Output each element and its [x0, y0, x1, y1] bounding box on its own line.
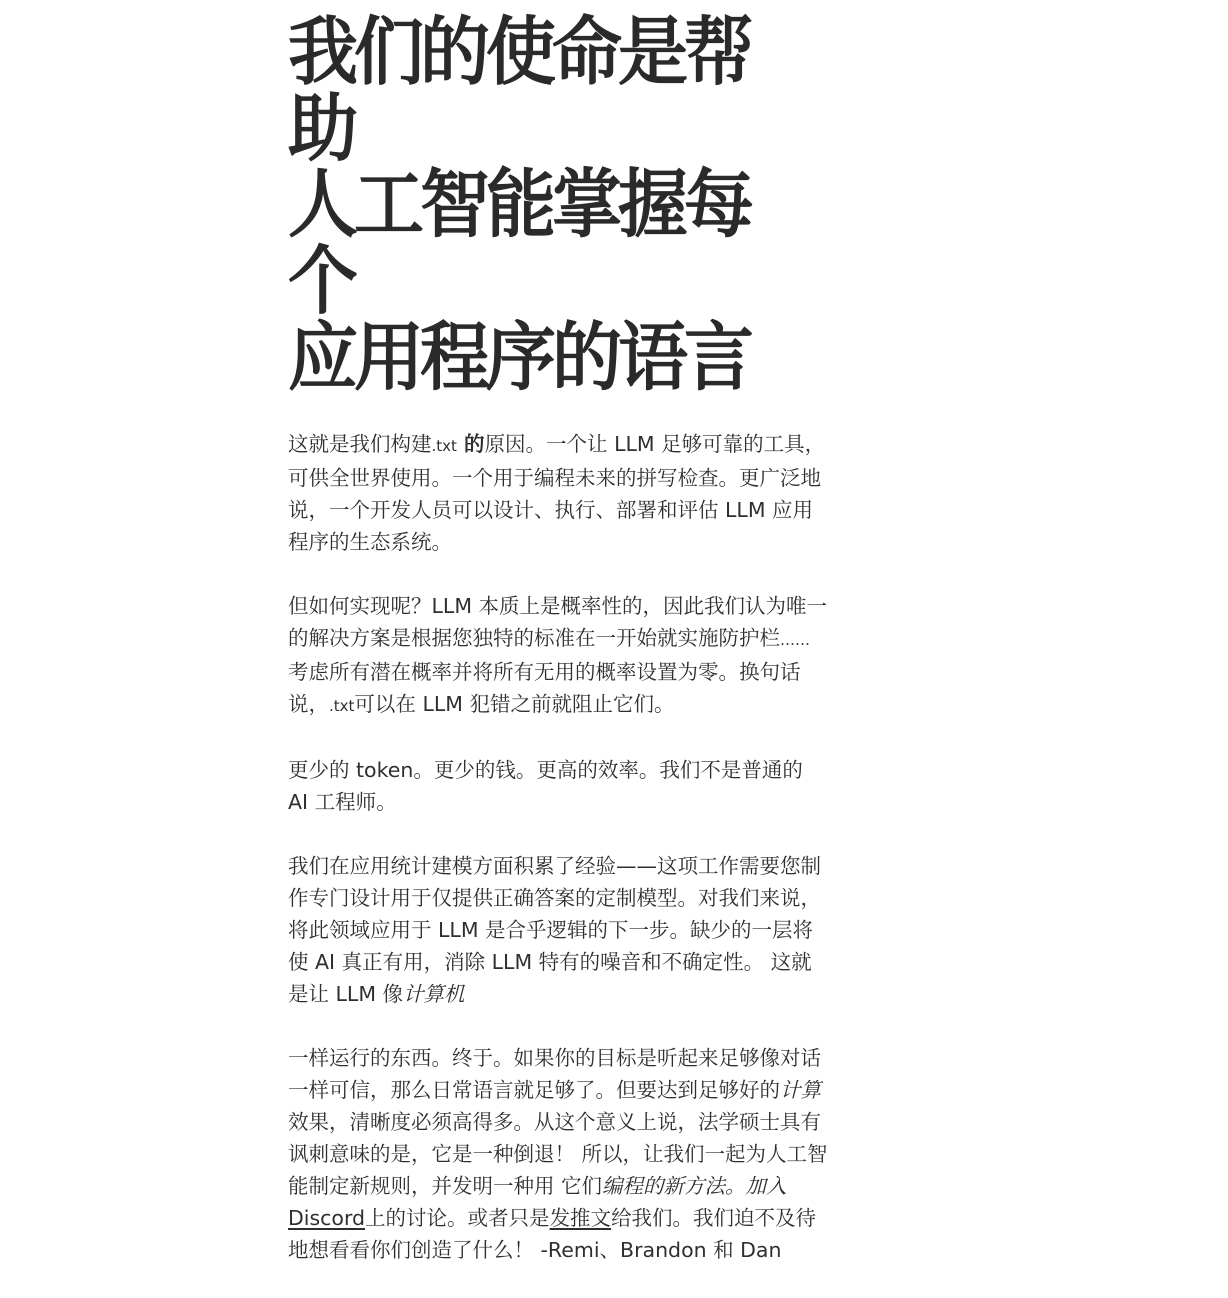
page — [288, 8, 828, 1298]
text: 效果，清晰度必须高得多。从这个意义上说，法学硕士具有讽刺意味的是，它是一种倒退！ 所以，让我们一起为人工智能制定新规则，并发明一种用 它们 — [288, 1110, 828, 1198]
text: 原因。一个让 LLM 足够可靠的工具，可供全世界使用。一个用于编程未来的拼写检查。更广泛地说，一个开发人员可以设计、执行、部署和评估 LLM 应用程序的生态系统。 — [288, 432, 826, 554]
tweet-link[interactable]: 发推文 — [549, 1206, 612, 1230]
paragraph-how — [288, 590, 828, 722]
text: 一样运行的东西。终于。如果你的目标是听起来足够像对话一样可信，那么日常语言就足够了。但要达到足够好的 — [288, 1046, 821, 1102]
text: 给我们。我们迫不及待地想看看你们创造了什么！ -Remi、Brandon 和 Dan — [288, 1206, 817, 1262]
title-line-1: 我们的使命是帮助 — [288, 8, 750, 172]
text-italic: 计算机 — [403, 982, 465, 1006]
paragraph-background — [288, 850, 828, 1010]
ellipsis: …… — [780, 631, 810, 649]
title-line-2: 人工智能掌握每个 — [288, 161, 750, 325]
text: 上的讨论。或者只是 — [365, 1206, 550, 1230]
discord-link[interactable]: Discord — [288, 1206, 366, 1230]
text: 更少的 token。更少的钱。更高的效率。我们不是普通的 AI 工程师。 — [288, 758, 803, 814]
text-italic: 计算 — [780, 1078, 821, 1102]
page-title — [288, 8, 808, 401]
article-body — [288, 428, 828, 1266]
paragraph-closing — [288, 1042, 828, 1266]
brand-name: .txt — [329, 697, 355, 715]
text-bold: 的 — [456, 432, 485, 456]
text: 可以在 LLM 犯错之前就阻止它们。 — [354, 692, 675, 716]
text: 但如何实现呢？LLM 本质上是概率性的，因此我们认为唯一的解决方案是根据您独特的标准在一开始就实施防护栏 — [288, 594, 828, 650]
text-italic: 编程的新方法。加入 — [602, 1174, 787, 1198]
text: 考虑所有潜在概率并将所有无用的概率设置为零。换句话说， — [288, 660, 801, 716]
paragraph-why — [288, 428, 828, 558]
paragraph-efficiency — [288, 754, 828, 818]
text: 我们在应用统计建模方面积累了经验——这项工作需要您制作专门设计用于仅提供正确答案的定制模型。对我们来说，将此领域应用于 LLM 是合乎逻辑的下一步。缺少的一层将使 AI 真正有用，消除 LLM 特有的噪音和不确定性。 这就是让 LLM 像 — [288, 854, 821, 1006]
text: 这就是我们构建 — [288, 432, 432, 456]
title-line-3: 应用程序的语言 — [288, 313, 750, 401]
brand-name: .txt — [431, 437, 457, 455]
